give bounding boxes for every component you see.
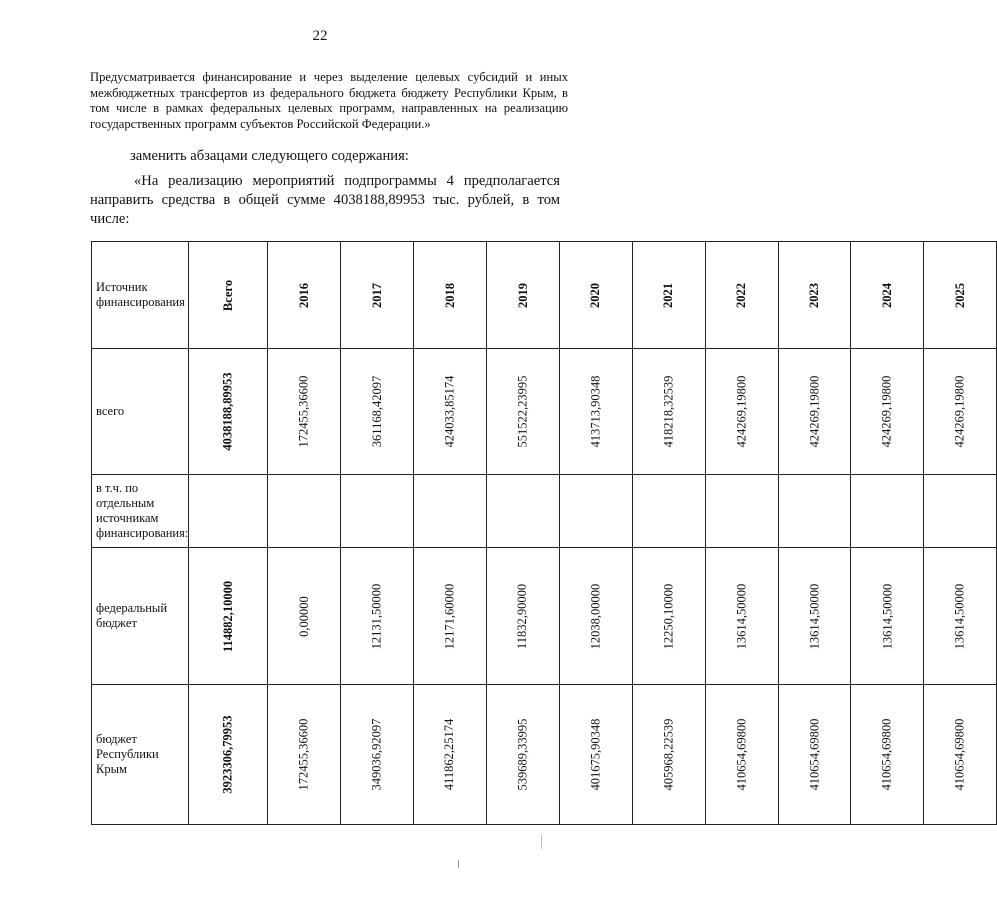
header-col-2019: 2019 [487, 242, 560, 349]
cell-2016: 172455,36600 [268, 685, 341, 825]
cell-2024: 424269,19800 [851, 349, 924, 475]
row-label: всего [92, 349, 189, 475]
cell-2025: 424269,19800 [924, 349, 997, 475]
cell-2018: 411862,25174 [414, 685, 487, 825]
cell-2024: 410654,69800 [851, 685, 924, 825]
header-col-2023: 2023 [778, 242, 851, 349]
header-col-2024: 2024 [851, 242, 924, 349]
cell-2025: 13614,50000 [924, 548, 997, 685]
cell-2022: 13614,50000 [705, 548, 778, 685]
cell-total: 114882,10000 [189, 548, 268, 685]
intro-paragraph: «На реализацию мероприятий подпрограммы 4 предполагается направить средства в общей сумме 4038188,89953 тыс. рублей, в том числе: [90, 173, 560, 227]
cell-2023: 13614,50000 [778, 548, 851, 685]
cell-2019 [487, 475, 560, 548]
cell-2017 [341, 475, 414, 548]
row-label: бюджет Республики Крым [92, 685, 189, 825]
header-col-2018: 2018 [414, 242, 487, 349]
cell-2020: 413713,90348 [559, 349, 632, 475]
cell-total [189, 475, 268, 548]
replace-paragraph: заменить абзацами следующего содержания: [130, 148, 409, 164]
table-header-row [92, 242, 997, 349]
cell-2025 [924, 475, 997, 548]
cell-2018: 424033,85174 [414, 349, 487, 475]
header-col-2017: 2017 [341, 242, 414, 349]
cell-total: 3923306,79953 [189, 685, 268, 825]
page-number: 22 [312, 28, 328, 44]
header-col-2025: 2025 [924, 242, 997, 349]
table-row-total [92, 349, 997, 475]
cell-2020: 12038,00000 [559, 548, 632, 685]
header-col-2021: 2021 [632, 242, 705, 349]
table-row-crimea [92, 685, 997, 825]
cell-2020: 401675,90348 [559, 685, 632, 825]
cell-2022: 410654,69800 [705, 685, 778, 825]
header-col-2016: 2016 [268, 242, 341, 349]
cell-2016: 0,00000 [268, 548, 341, 685]
row-label: федеральный бюджет [92, 548, 189, 685]
cell-2018: 12171,60000 [414, 548, 487, 685]
table-row-federal [92, 548, 997, 685]
cell-2021 [632, 475, 705, 548]
cell-2023: 410654,69800 [778, 685, 851, 825]
table-row-subheading [92, 475, 997, 548]
cell-2016: 172455,36600 [268, 349, 341, 475]
header-col-2020: 2020 [559, 242, 632, 349]
funding-table [91, 241, 997, 825]
scan-mark [458, 860, 459, 868]
cell-2019: 11832,90000 [487, 548, 560, 685]
cell-2022: 424269,19800 [705, 349, 778, 475]
quoted-paragraph: Предусматривается финансирование и через выделение целевых субсидий и иных межбюджетных трансфертов из федерального бюджета бюджету Республики Крым, в том числе в рамках федеральных целевых программ, направленных на реализацию государственных программ субъектов Российской Федерации.» [90, 70, 568, 131]
cell-2021: 418218,32539 [632, 349, 705, 475]
cell-2024 [851, 475, 924, 548]
cell-2017: 12131,50000 [341, 548, 414, 685]
cell-total: 4038188,89953 [189, 349, 268, 475]
cell-2023: 424269,19800 [778, 349, 851, 475]
row-label: в т.ч. по отдельным источникам финансирования: [92, 475, 189, 548]
cell-2019: 551522,23995 [487, 349, 560, 475]
cell-2017: 361168,42097 [341, 349, 414, 475]
cell-2021: 405968,22539 [632, 685, 705, 825]
header-source-label: Источник финансирования [92, 242, 189, 349]
cell-2021: 12250,10000 [632, 548, 705, 685]
cell-2017: 349036,92097 [341, 685, 414, 825]
scan-mark [541, 835, 542, 849]
header-col-total: Всего [189, 242, 268, 349]
cell-2023 [778, 475, 851, 548]
cell-2022 [705, 475, 778, 548]
cell-2020 [559, 475, 632, 548]
cell-2019: 539689,33995 [487, 685, 560, 825]
cell-2025: 410654,69800 [924, 685, 997, 825]
cell-2024: 13614,50000 [851, 548, 924, 685]
cell-2018 [414, 475, 487, 548]
header-col-2022: 2022 [705, 242, 778, 349]
cell-2016 [268, 475, 341, 548]
